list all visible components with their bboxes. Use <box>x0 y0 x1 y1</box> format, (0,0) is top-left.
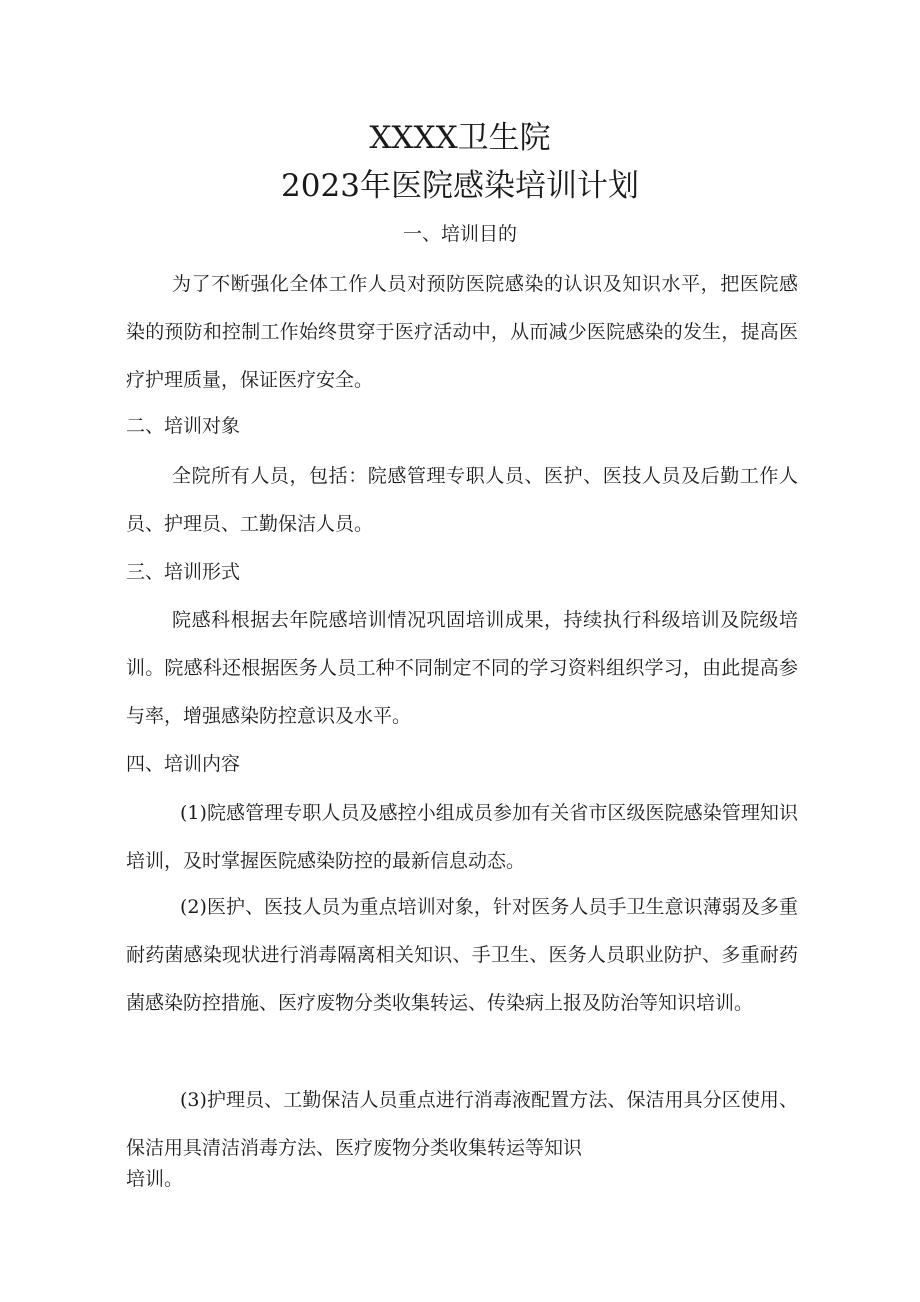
document-title-line1: XXXX卫生院 <box>369 120 551 156</box>
content-item-2: (2)医护、医技人员为重点培训对象，针对医务人员手卫生意识薄弱及多重耐药菌感染现状进行消毒隔离相关知识、手卫生、医务人员职业防护、多重耐药菌感染防控措施、医疗废物分类收集转运、传染病上报及防治等知识培训。 <box>126 896 798 1014</box>
content-item-3-tail: 培训。 <box>126 1168 184 1190</box>
section-paragraph-purpose: 为了不断强化全体工作人员对预防医院感染的认识及知识水平，把医院感染的预防和控制工作始终贯穿于医疗活动中，从而减少医院感染的发生，提高医疗护理质量，保证医疗安全。 <box>126 273 798 391</box>
document-title-line2: 2023年医院感染培训计划 <box>281 168 639 204</box>
content-item-1: (1)院感管理专职人员及感控小组成员参加有关省市区级医院感染管理知识培训，及时掌握医院感染防控的最新信息动态。 <box>126 802 798 872</box>
section-heading-content: 四、培训内容 <box>126 753 241 775</box>
section-heading-format: 三、培训形式 <box>126 561 241 583</box>
section-paragraph-format: 院感科根据去年院感培训情况巩固培训成果，持续执行科级培训及院级培训。院感科还根据医务人员工种不同制定不同的学习资料组织学习，由此提高参与率，增强感染防控意识及水平。 <box>126 609 798 727</box>
content-item-3: (3)护理员、工勤保洁人员重点进行消毒液配置方法、保洁用具分区使用、保洁用具清洁消毒方法、医疗废物分类收集转运等知识 <box>126 1089 798 1159</box>
section-heading-purpose: 一、培训目的 <box>402 223 517 245</box>
section-heading-audience: 二、培训对象 <box>126 415 241 437</box>
section-paragraph-audience: 全院所有人员，包括：院感管理专职人员、医护、医技人员及后勤工作人员、护理员、工勤保洁人员。 <box>126 465 798 535</box>
